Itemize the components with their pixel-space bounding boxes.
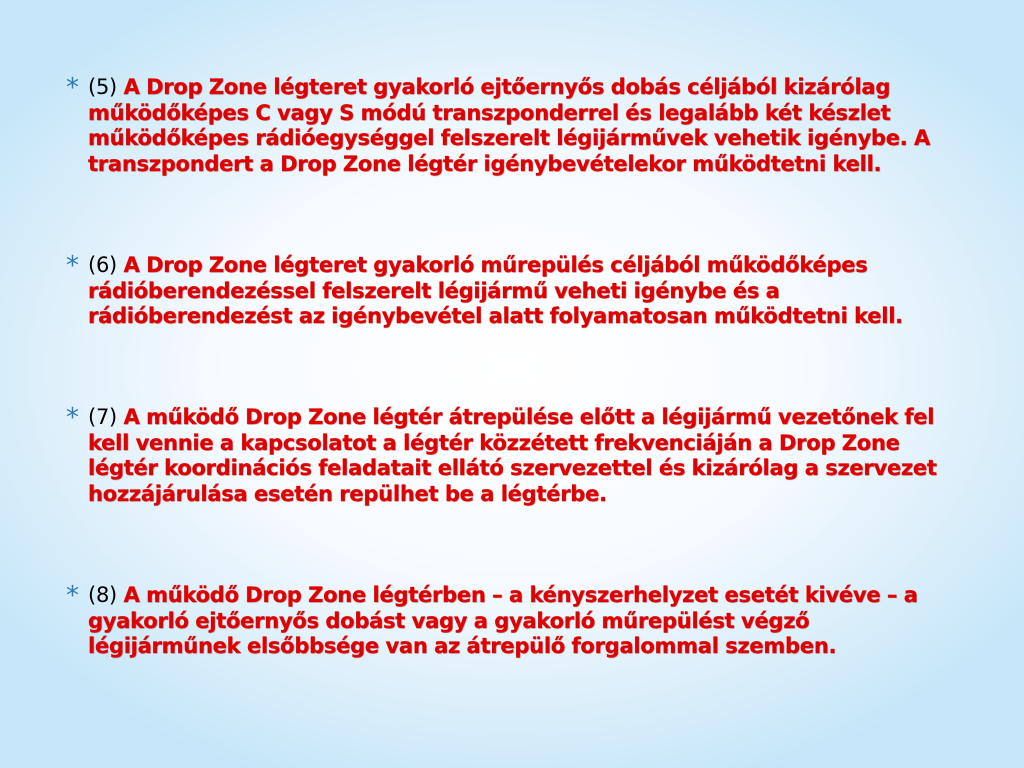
paragraph-text: A működő Drop Zone légtér átrepülése előtt a légijármű vezetőnek fel kell vennie a kapcsolatot a légtér közzétett frekvenciáján a Drop Zone légtér koordinációs feladatait ellátó szervezettel és kizárólag a szervezet hozzájárulása esetén repülhet be a légtérbe.: [88, 405, 937, 506]
paragraph-text: A Drop Zone légteret gyakorló műrepülés céljából működőképes rádióberendezéssel felszerelt légijármű veheti igénybe és a rádióberendezést az igénybevétel alatt folyamatosan működtetni kell.: [88, 253, 903, 328]
bullet-paragraph: [88, 405, 966, 507]
bullet-paragraph: [88, 253, 966, 330]
paragraph-text: A működő Drop Zone légtérben – a kényszerhelyzet esetét kivéve – a gyakorló ejtőernyős dobást vagy a gyakorló műrepülést végző légijárműnek elsőbbsége van az átrepülő forgalommal szemben.: [88, 583, 918, 658]
asterisk-bullet-icon: *: [66, 251, 79, 281]
bullet-paragraph: [88, 75, 966, 177]
paragraph-number: (6): [88, 253, 117, 277]
asterisk-bullet-icon: *: [66, 403, 79, 433]
paragraph-number: (5): [88, 75, 117, 99]
paragraph-number: (7): [88, 405, 117, 429]
asterisk-bullet-icon: *: [66, 73, 79, 103]
paragraph-number: (8): [88, 583, 117, 607]
asterisk-bullet-icon: *: [66, 581, 79, 611]
bullet-paragraph: [88, 583, 966, 660]
paragraph-text: A Drop Zone légteret gyakorló ejtőernyős dobás céljából kizárólag működőképes C vagy S módú transzponderrel és legalább két készlet működőképes rádióegységgel felszerelt légijárművek vehetik igénybe. A transzpondert a Drop Zone légtér igénybevételekor működtetni kell.: [88, 75, 931, 176]
